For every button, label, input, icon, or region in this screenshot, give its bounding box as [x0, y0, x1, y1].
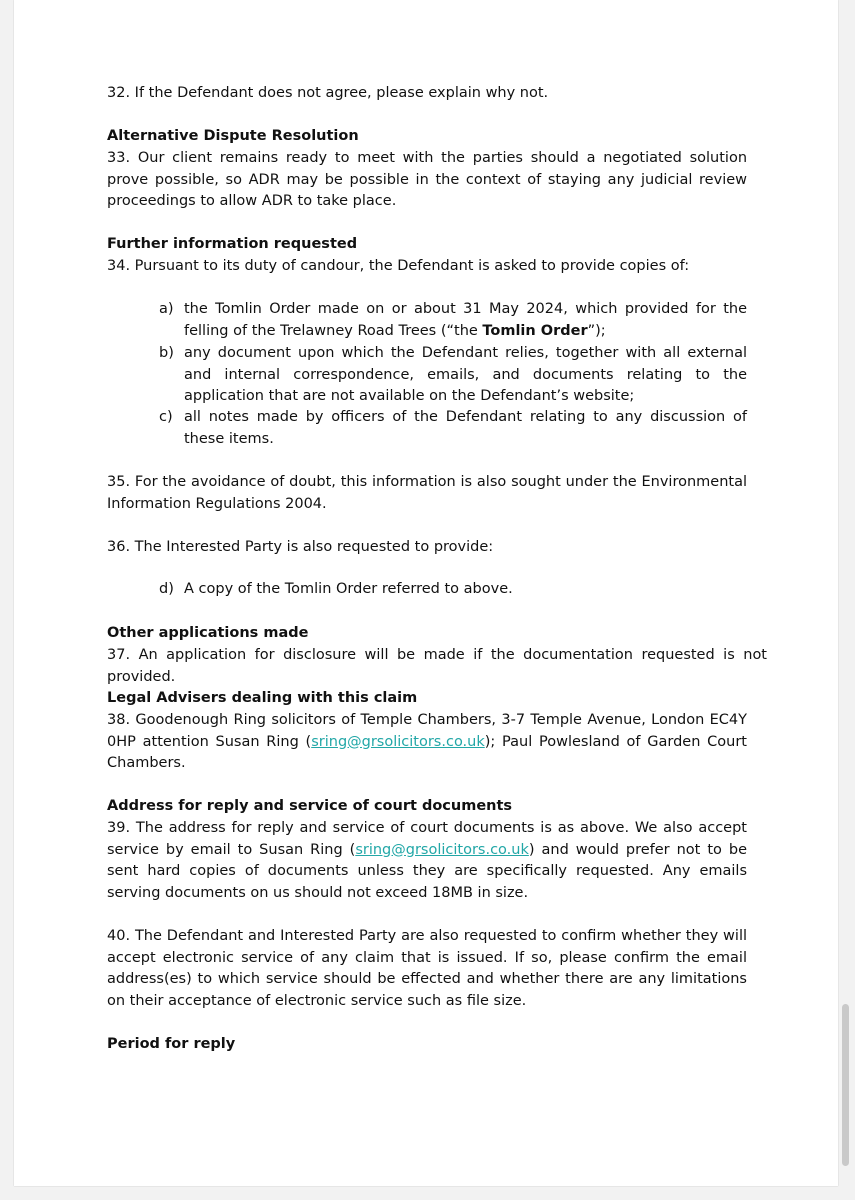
paragraph-text: For the avoidance of doubt, this information is also sought under the Environmental Information Regulations 2004.: [107, 474, 747, 512]
paragraph-number: 33.: [107, 150, 131, 166]
paragraph-text: The Interested Party is also requested to provide:: [134, 539, 494, 555]
paragraph-text: If the Defendant does not agree, please explain why not.: [134, 85, 549, 101]
paragraph-35: [107, 472, 747, 515]
heading-alternative-dispute-resolution: Alternative Dispute Resolution: [107, 128, 359, 144]
list-item-a: [159, 299, 747, 342]
paragraph-text-end: ) and would prefer not to be sent hard copies of documents unless they are specifically requested. Any emails serving documents on us should not exceed 18MB in size.: [107, 841, 747, 901]
list-label: a): [159, 301, 174, 317]
item-text: all notes made by officers of the Defendant relating to any discussion of these items.: [184, 409, 747, 447]
paragraph-text: Goodenough Ring solicitors of Temple Chambers, 3-7 Temple Avenue, London EC4Y 0HP attention Susan Ring (: [107, 712, 747, 750]
paragraph-number: 32.: [107, 85, 131, 101]
list-item-d: [159, 579, 747, 601]
paragraph-text: Our client remains ready to meet with the parties should a negotiated solution prove possible, so ADR may be possible in the context of staying any judicial review proceedings to allow ADR to take place.: [107, 150, 748, 209]
heading-period-for-reply: Period for reply: [107, 1036, 236, 1052]
paragraph-text-end: ); Paul Powlesland of Garden Court Chambers.: [107, 733, 747, 771]
heading-address-for-reply: Address for reply and service of court documents: [107, 798, 513, 814]
heading-other-applications: Other applications made: [107, 625, 309, 641]
item-text: the Tomlin Order made on or about 31 May 2024, which provided for the felling of the Trelawney Road Trees (“the: [184, 301, 747, 339]
list-label: c): [159, 409, 173, 425]
list-item-b: [159, 343, 747, 408]
paragraph-33: [107, 148, 747, 213]
paragraph-36: [107, 537, 747, 559]
item-text-end: ”);: [587, 322, 606, 339]
paragraph-37: [107, 645, 767, 688]
paragraph-34: [107, 256, 747, 278]
paragraph-39: [107, 818, 747, 904]
list-label: b): [159, 345, 174, 361]
paragraph-38: [107, 710, 747, 775]
document-page: [14, 0, 838, 1186]
paragraph-number: 34.: [107, 258, 131, 274]
paragraph-text: An application for disclosure will be made if the documentation requested is not provided.: [107, 647, 767, 685]
list-item-c: [159, 407, 747, 450]
paragraph-number: 39.: [107, 820, 131, 836]
item-text: A copy of the Tomlin Order referred to above.: [184, 581, 513, 597]
list-label: d): [159, 581, 174, 597]
paragraph-text: The Defendant and Interested Party are also requested to confirm whether they will accept electronic service of any claim that is issued. If so, please confirm the email address(es) to which service should be effected and whether there are any limitations on their acceptance of electronic service such as file size.: [107, 928, 747, 1009]
heading-legal-advisers: Legal Advisers dealing with this claim: [107, 690, 418, 706]
paragraph-32: [107, 83, 747, 105]
paragraph-text: Pursuant to its duty of candour, the Defendant is asked to provide copies of:: [134, 258, 690, 274]
email-link[interactable]: sring@grsolicitors.co.uk: [311, 733, 485, 750]
paragraph-40: [107, 926, 747, 1012]
paragraph-number: 37.: [107, 647, 131, 663]
defined-term: Tomlin Order: [482, 322, 588, 339]
heading-further-information: Further information requested: [107, 236, 358, 252]
paragraph-number: 38.: [107, 712, 131, 728]
paragraph-number: 40.: [107, 928, 131, 944]
item-text: any document upon which the Defendant relies, together with all external and internal correspondence, emails, and documents relating to the application that are not available on the Defendant’s website;: [184, 345, 747, 404]
paragraph-text: The address for reply and service of court documents is as above. We also accept service by email to Susan Ring (: [107, 820, 747, 858]
paragraph-number: 36.: [107, 539, 131, 555]
paragraph-number: 35.: [107, 474, 131, 490]
vertical-scrollbar[interactable]: [842, 1004, 849, 1166]
email-link[interactable]: sring@grsolicitors.co.uk: [355, 841, 529, 858]
